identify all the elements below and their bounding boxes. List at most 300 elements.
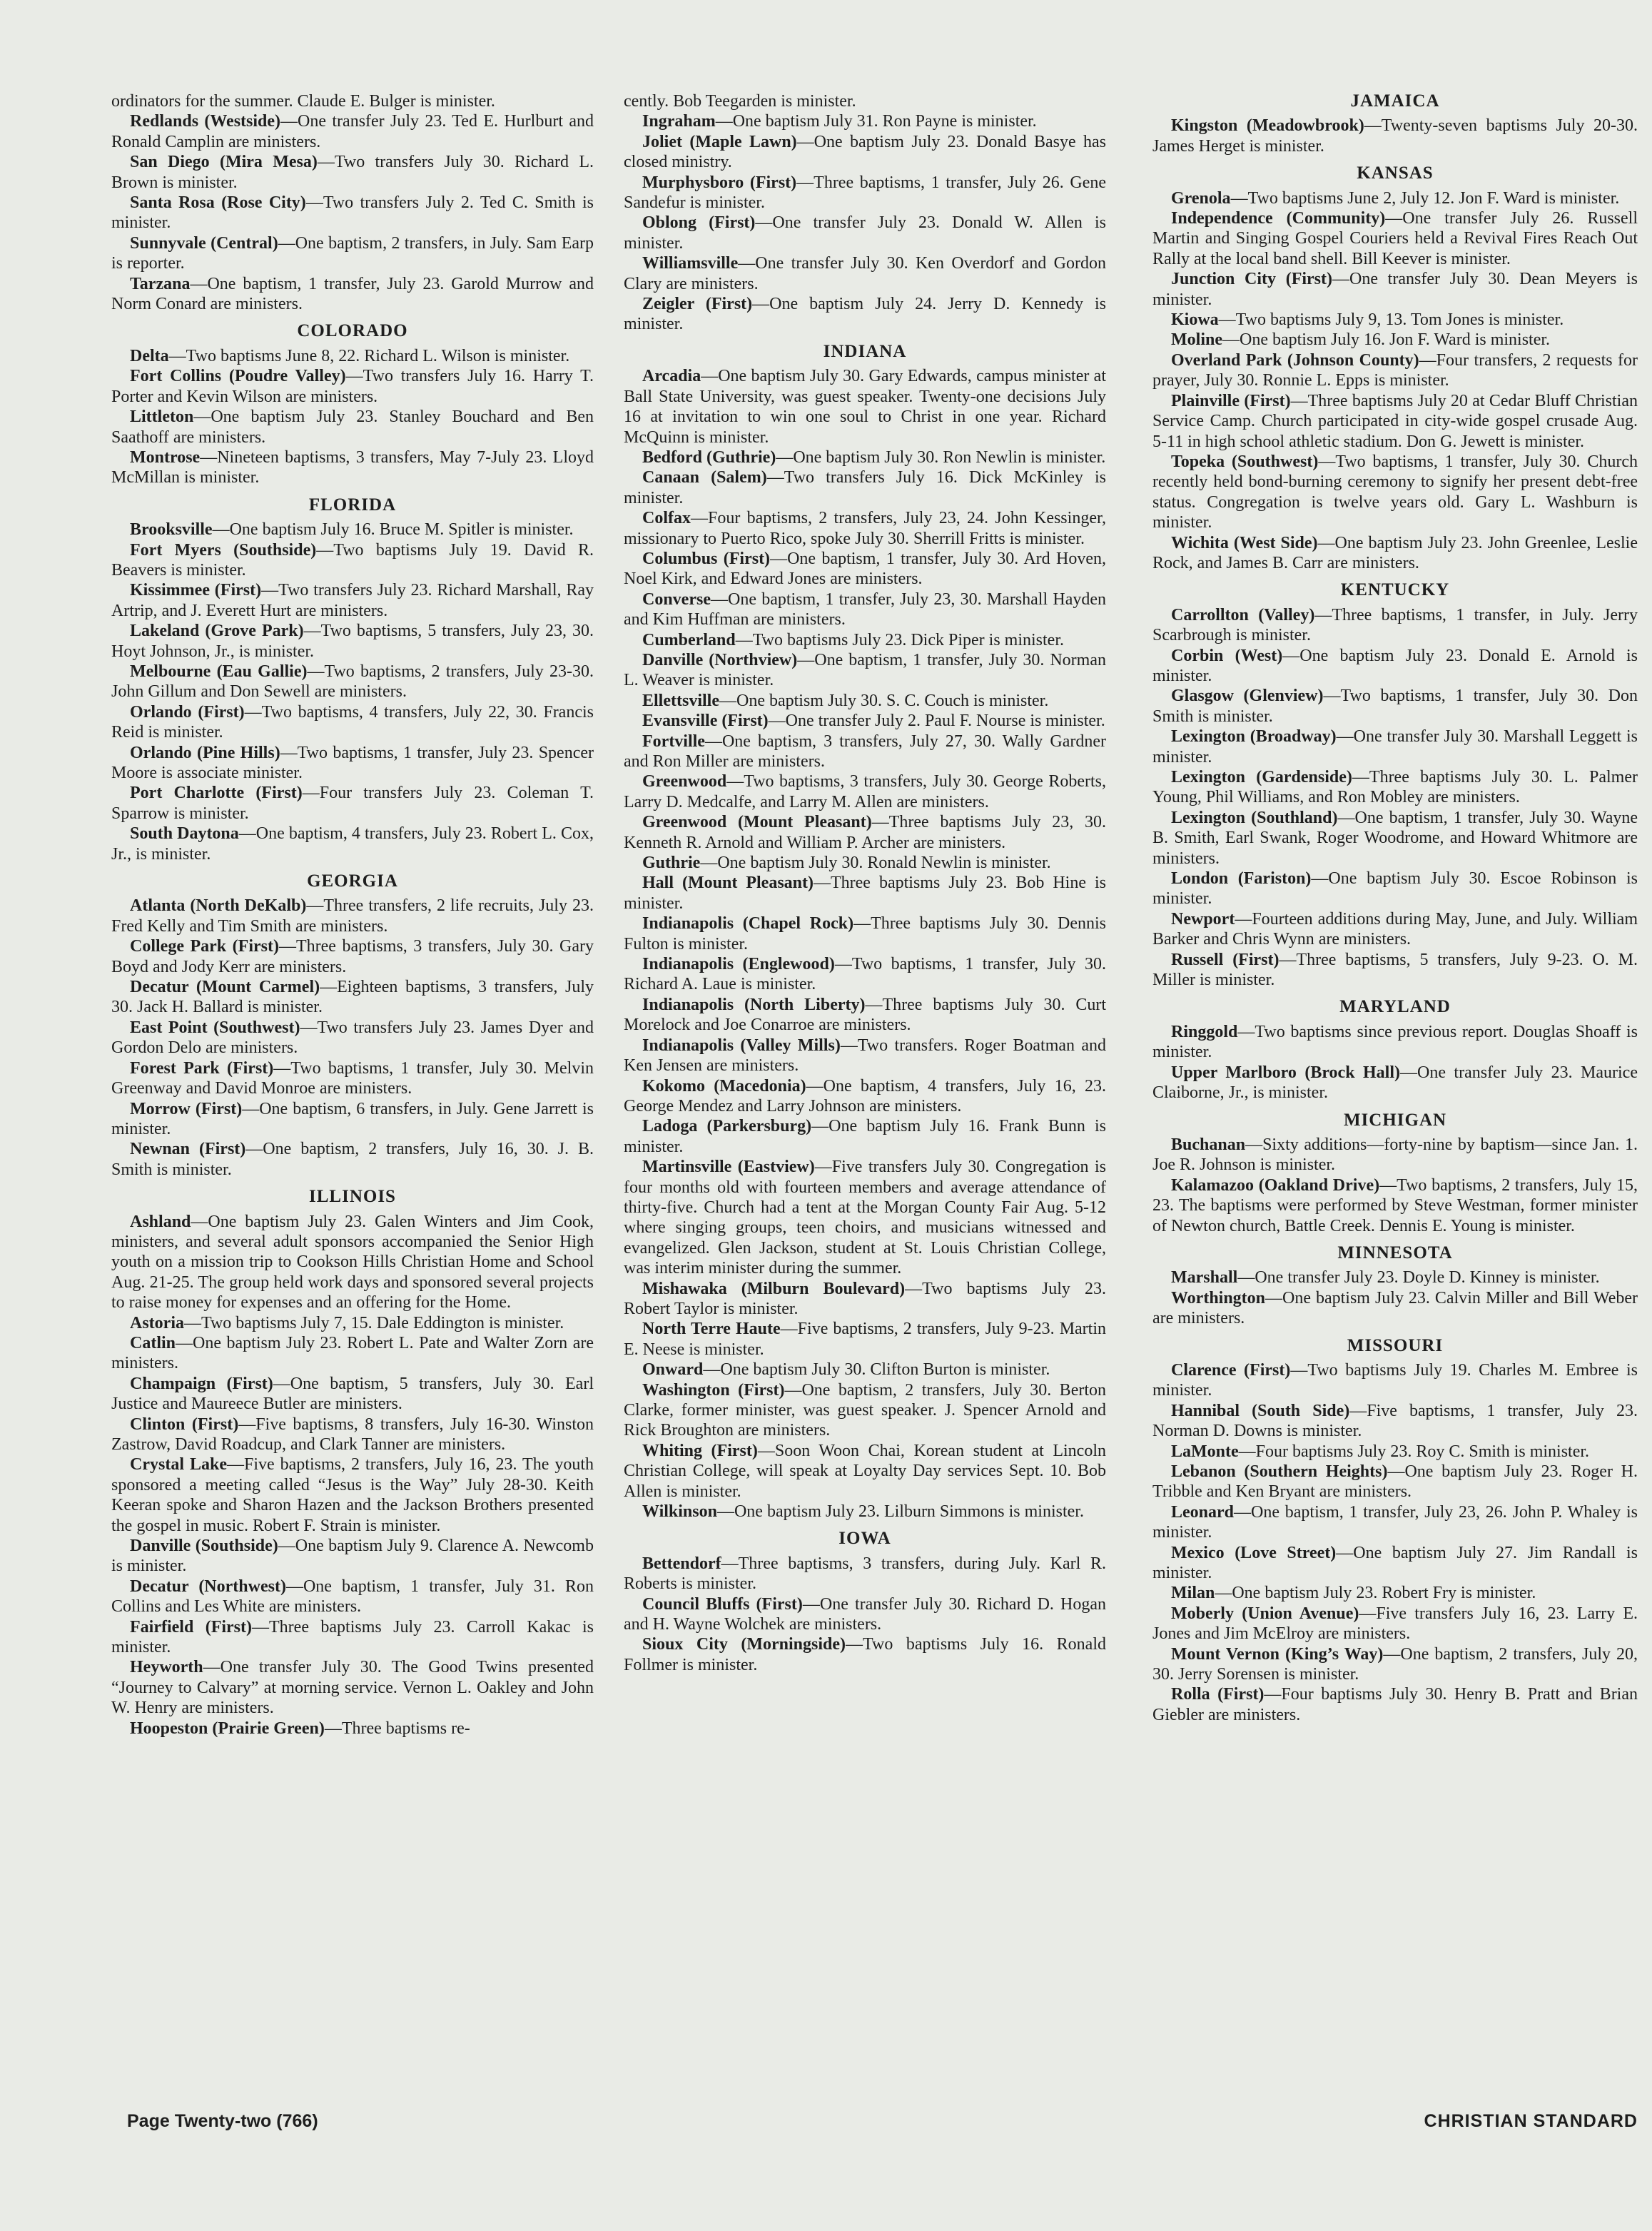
church-name: Greenwood [642, 772, 727, 791]
church-report [111, 580, 594, 621]
church-name: Russell (First) [1171, 950, 1279, 969]
church-report [1152, 1442, 1638, 1462]
church-report [624, 853, 1106, 873]
report-text: —One baptism, 1 transfer, July 30. Ard Hoven, Noel Kirk, and Edward Jones are ministers. [624, 549, 1107, 589]
report-text: —Three baptisms, 3 transfers, during July. Karl R. Roberts is minister. [624, 1554, 1106, 1594]
report-text: —Two baptisms, 1 transfer, July 30. Don Smith is minister. [1152, 687, 1638, 726]
church-report [624, 366, 1106, 447]
report-text: —One baptism July 30. Ron Newlin is minister. [776, 447, 1106, 467]
church-report [111, 743, 594, 784]
report-text: —One transfer July 30. Dean Meyers is minister. [1152, 270, 1638, 309]
report-text: —Eighteen baptisms, 3 transfers, July 30. Jack H. Ballard is minister. [111, 978, 594, 1017]
church-report [624, 173, 1106, 213]
report-text: —Three baptisms July 30. L. Palmer Young, Phil Williams, and Ron Mobley are ministers. [1152, 768, 1638, 807]
report-text: —One baptism July 23. Donald Basye has closed ministry. [624, 132, 1106, 172]
church-name: Converse [642, 590, 711, 609]
report-text: —One baptism July 24. Jerry D. Kennedy is minister. [624, 295, 1106, 334]
state-heading: GEORGIA [307, 871, 398, 891]
report-text: —Two transfers July 2. Ted C. Smith is minister. [111, 193, 594, 233]
church-name: Lexington (Broadway) [1171, 727, 1337, 747]
church-report [111, 824, 594, 864]
church-name: Lexington (Southland) [1171, 808, 1338, 827]
church-name: Greenwood (Mount Pleasant) [642, 813, 872, 832]
church-report [1152, 208, 1638, 269]
church-report [624, 995, 1106, 1036]
church-name: Zeigler (First) [642, 295, 753, 314]
church-name: Evansville (First) [642, 712, 769, 731]
church-name: Wilkinson [642, 1502, 717, 1522]
church-report [111, 936, 594, 977]
church-report [624, 1360, 1106, 1380]
church-name: Hannibal (South Side) [1171, 1401, 1350, 1420]
church-name: Atlanta (North DeKalb) [130, 896, 307, 916]
church-report [1152, 269, 1638, 310]
church-report [624, 914, 1106, 954]
church-report [624, 132, 1106, 173]
church-name: Kokomo (Macedonia) [642, 1076, 806, 1096]
church-name: Grenola [1171, 188, 1231, 208]
church-report [624, 111, 1106, 131]
church-report [624, 1554, 1106, 1594]
church-name: Council Bluffs (First) [642, 1594, 803, 1614]
church-name: North Terre Haute [642, 1320, 781, 1339]
church-name: Littleton [130, 408, 194, 427]
report-text: —Four transfers July 23. Coleman T. Sparrow is minister. [111, 784, 594, 823]
church-name: Orlando (Pine Hills) [130, 743, 280, 762]
church-name: Rolla (First) [1171, 1685, 1265, 1704]
church-report [1152, 1644, 1638, 1685]
church-report [111, 1018, 594, 1058]
church-name: London (Fariston) [1171, 869, 1312, 889]
church-name: Kingston (Meadowbrook) [1171, 116, 1364, 136]
report-text: —One baptism July 23. Lilburn Simmons is minister. [716, 1502, 1084, 1522]
church-name: Newnan (First) [130, 1140, 246, 1159]
report-text: —One baptism July 30. Ronald Newlin is minister. [700, 854, 1051, 873]
report-text: —Soon Woon Chai, Korean student at Lincoln Christian College, will speak at Loyalty Day services Sept. 10. Bob Allen is minister. [624, 1441, 1106, 1501]
church-report [111, 1058, 594, 1099]
report-text: —One baptism, 1 transfer, July 31. Ron Collins and Les White are ministers. [111, 1577, 594, 1617]
church-report [1152, 1063, 1638, 1103]
church-report [1152, 1604, 1638, 1644]
church-name: Topeka (Southwest) [1171, 452, 1319, 471]
report-text: —One baptism July 23. Galen Winters and Jim Cook, ministers, and several adult sponsors accompanied the Senior High youth on a mission trip to Cookson Hills Christian Home and School Aug. 21-25. The group held work days and sponsored several projects to raise money for expenses and an offering for the Home. [111, 1212, 594, 1312]
church-report [1152, 1268, 1638, 1287]
report-text: —Two baptisms June 8, 22. Richard L. Wilson is minister. [168, 346, 570, 365]
church-report [1152, 330, 1638, 350]
church-name: Upper Marlboro (Brock Hall) [1171, 1063, 1400, 1082]
report-text: —One baptism July 9. Clarence A. Newcomb is minister. [111, 1537, 594, 1576]
report-text: —One baptism, 2 transfers, July 30. Berton Clarke, former minister, was guest speaker. J. Spencer Arnold and Rick Broughton are ministers. [624, 1380, 1107, 1440]
church-report [111, 366, 594, 407]
church-name: Decatur (Northwest) [130, 1577, 286, 1596]
church-name: Lebanon (Southern Heights) [1171, 1462, 1388, 1481]
report-text: —Three baptisms July 23. Carroll Kakac is minister. [111, 1617, 594, 1657]
church-name: Mexico (Love Street) [1171, 1543, 1337, 1562]
state-heading: MISSOURI [1347, 1335, 1444, 1355]
church-name: South Daytona [130, 824, 239, 844]
church-report [111, 1577, 594, 1617]
church-name: Catlin [130, 1333, 176, 1352]
church-report [624, 732, 1106, 772]
church-report [624, 253, 1106, 294]
report-text: —Two baptisms, 4 transfers, July 22, 30. Francis Reid is minister. [111, 702, 594, 742]
report-text: —One baptism, 1 transfer, July 23. Garold Murrow and Norm Conard are ministers. [111, 274, 594, 314]
report-text: —One baptism July 23. Robert Fry is minister. [1215, 1584, 1536, 1603]
church-name: Junction City (First) [1171, 270, 1333, 289]
church-report [624, 213, 1106, 253]
church-report [624, 1036, 1106, 1076]
report-text: —Three baptisms, 1 transfer, July 26. Gene Sandefur is minister. [624, 173, 1106, 213]
report-text: —Five transfers July 30. Congregation is four months old with fourteen members and average attendance of thirty-five. Church had a tent at the Morgan County Fair Aug. 5-12 where singing groups, teen choirs, and musicians witnessed and evangelized. Glen Jackson, student at St. Louis Christian College, was interim minister during the summer. [624, 1158, 1106, 1278]
church-name: Tarzana [130, 274, 191, 293]
church-name: Joliet (Maple Lawn) [642, 132, 797, 151]
church-report [1152, 767, 1638, 808]
church-report [1152, 808, 1638, 869]
church-report [1152, 909, 1638, 950]
church-name: Ringgold [1171, 1022, 1238, 1041]
church-name: Oblong (First) [642, 213, 756, 233]
church-report [624, 91, 1106, 111]
church-name: Montrose [130, 447, 201, 467]
church-name: Indianapolis (Chapel Rock) [642, 914, 854, 934]
state-heading: MINNESOTA [1337, 1243, 1453, 1263]
church-name: San Diego (Mira Mesa) [130, 153, 318, 172]
church-report [111, 783, 594, 824]
church-name: Carrollton (Valley) [1171, 605, 1315, 624]
church-name: Delta [130, 346, 169, 365]
church-name: Ingraham [642, 112, 716, 131]
church-name: Buchanan [1171, 1135, 1246, 1154]
church-name: Santa Rosa (Rose City) [130, 193, 306, 213]
church-report [111, 346, 594, 366]
church-name: Moline [1171, 330, 1222, 350]
church-report [111, 1374, 594, 1415]
report-text: —Three transfers, 2 life recruits, July 23. Fred Kelly and Tim Smith are ministers. [111, 896, 594, 936]
report-text: —Two baptisms July 23. Robert Taylor is minister. [624, 1279, 1106, 1318]
report-text: —One baptism July 16. Jon F. Ward is minister. [1222, 330, 1551, 350]
church-name: Indianapolis (Valley Mills) [642, 1036, 841, 1055]
report-text: —One baptism July 23. Calvin Miller and Bill Weber are ministers. [1152, 1288, 1638, 1328]
church-report [1152, 1583, 1638, 1603]
report-text: —One baptism, 2 transfers, July 20, 30. Jerry Sorensen is minister. [1152, 1644, 1638, 1684]
church-report [1152, 1462, 1638, 1502]
church-name: Glasgow (Glenview) [1171, 687, 1324, 706]
church-name: Wichita (West Side) [1171, 533, 1318, 552]
report-text: —Two transfers. Roger Boatman and Ken Jensen are ministers. [624, 1036, 1106, 1076]
church-name: Marshall [1171, 1268, 1238, 1287]
report-text: —One transfer July 30. Ken Overdorf and Gordon Clary are ministers. [624, 254, 1106, 293]
church-report [624, 772, 1106, 812]
report-text: —Three baptisms July 20 at Cedar Bluff Christian Service Camp. Church participated in city-wide gospel crusade Aug. 5-11 in high school athletic stadium. Don G. Jewett is minister. [1152, 391, 1638, 451]
church-report [624, 1634, 1106, 1675]
report-text: —Three baptisms re- [324, 1719, 470, 1738]
report-text: —One baptism, 3 transfers, July 27, 30. Wally Gardner and Ron Miller are ministers. [624, 732, 1106, 771]
report-text: —Three baptisms July 30. Curt Morelock and Joe Conarroe are ministers. [624, 995, 1107, 1035]
report-text: —One baptism July 23. Roger H. Tribble and Ken Bryant are ministers. [1152, 1462, 1638, 1502]
report-text: —Two baptisms, 1 transfer, July 30. Melvin Greenway and David Monroe are ministers. [111, 1058, 594, 1098]
report-text: —Three baptisms, 3 transfers, July 30. Gary Boyd and Jody Kerr are ministers. [111, 937, 594, 976]
report-text: —One transfer July 26. Russell Martin and Singing Gospel Couriers held a Revival Fires Reach Out Rally at the local band shell. Bill Keever is minister. [1152, 209, 1638, 268]
church-report [111, 274, 594, 315]
church-report [624, 1594, 1106, 1635]
church-name: Plainville (First) [1171, 391, 1291, 410]
church-name: Milan [1171, 1584, 1215, 1603]
church-report [1152, 646, 1638, 687]
state-heading: ILLINOIS [309, 1187, 396, 1207]
church-name: Morrow (First) [130, 1099, 243, 1118]
church-name: Heyworth [130, 1658, 203, 1677]
church-name: Sunnyvale (Central) [130, 233, 278, 253]
church-report [1152, 533, 1638, 574]
church-report [624, 1116, 1106, 1157]
church-name: Lakeland (Grove Park) [130, 622, 304, 641]
column-2 [624, 91, 1106, 1675]
church-name: Astoria [130, 1313, 184, 1332]
report-text: —One baptism July 23. John Greenlee, Leslie Rock, and James B. Carr are ministers. [1152, 533, 1638, 572]
church-report [1152, 1543, 1638, 1584]
church-report [624, 1502, 1106, 1522]
report-text: —Five baptisms, 1 transfer, July 23. Norman D. Downs is minister. [1152, 1401, 1638, 1441]
report-text: —One baptism, 4 transfers, July 23. Robert L. Cox, Jr., is minister. [111, 824, 594, 864]
report-text: —One baptism, 2 transfers, July 16, 30. J. B. Smith is minister. [111, 1140, 594, 1179]
church-name: Clinton (First) [130, 1415, 239, 1434]
report-text: —Three baptisms July 23, 30. Kenneth R. Arnold and William P. Archer are ministers. [624, 813, 1106, 852]
church-name: Kiowa [1171, 310, 1219, 330]
church-report [111, 540, 594, 581]
church-report [1152, 605, 1638, 646]
report-text: —Two baptisms, 5 transfers, July 23, 30. Hoyt Johnson, Jr., is minister. [111, 622, 594, 661]
report-text: —Two baptisms, 1 transfer, July 23. Spencer Moore is associate minister. [111, 743, 594, 782]
church-report [111, 896, 594, 936]
report-text: —One baptism July 23. Donald E. Arnold is minister. [1152, 646, 1638, 685]
report-text: —Three baptisms July 23. Bob Hine is minister. [624, 874, 1106, 913]
report-text: —Two baptisms June 2, July 12. Jon F. Ward is minister. [1230, 188, 1620, 208]
church-report [111, 1657, 594, 1718]
report-text: —Four baptisms, 2 transfers, July 23, 24. John Kessinger, missionary to Puerto Rico, spoke July 30. Sherrill Fritts is minister. [624, 509, 1106, 548]
church-report [111, 193, 594, 233]
report-text: —One transfer July 30. The Good Twins presented “Journey to Calvary” at morning service. Vernon L. Oakley and John W. Henry are ministers. [111, 1658, 594, 1718]
church-name: Independence (Community) [1171, 209, 1386, 228]
report-text: —One baptism, 6 transfers, in July. Gene Jarrett is minister. [111, 1099, 594, 1138]
church-report [111, 1617, 594, 1658]
report-text: —One baptism July 23. Stanley Bouchard and Ben Saathoff are ministers. [111, 408, 594, 447]
church-name: Danville (Northview) [642, 650, 798, 669]
church-report [624, 954, 1106, 995]
church-report [111, 407, 594, 447]
church-report [624, 1076, 1106, 1117]
church-name: LaMonte [1171, 1442, 1239, 1461]
report-text: —One baptism July 16. Frank Bunn is minister. [624, 1117, 1106, 1156]
church-report [624, 1279, 1106, 1320]
report-text: cently. Bob Teegarden is minister. [624, 92, 856, 111]
church-name: Fort Myers (Southside) [130, 540, 317, 560]
church-report [1152, 452, 1638, 533]
church-name: Columbus (First) [642, 549, 771, 568]
church-name: Guthrie [642, 854, 701, 873]
report-text: —Two baptisms July 16. Ronald Follmer is minister. [624, 1635, 1106, 1674]
church-name: Crystal Lake [130, 1455, 227, 1474]
report-text: —One baptism July 23. Robert L. Pate and Walter Zorn are ministers. [111, 1333, 594, 1373]
church-report [111, 702, 594, 743]
church-name: Overland Park (Johnson County) [1171, 350, 1419, 370]
church-report [1152, 950, 1638, 991]
church-name: Mishawaka (Milburn Boulevard) [642, 1279, 906, 1298]
report-text: —Four baptisms July 23. Roy C. Smith is minister. [1238, 1442, 1590, 1461]
church-report [624, 467, 1106, 508]
church-report [1152, 1360, 1638, 1401]
church-report [624, 630, 1106, 650]
church-name: Martinsville (Eastview) [642, 1158, 815, 1177]
church-report [1152, 1135, 1638, 1175]
report-text: —Twenty-seven baptisms July 20-30. James Herget is minister. [1152, 116, 1638, 156]
church-name: Indianapolis (Englewood) [642, 955, 835, 974]
church-name: Mount Vernon (King’s Way) [1171, 1644, 1384, 1664]
church-report [1152, 1684, 1638, 1725]
report-text: —Three baptisms July 30. Dennis Fulton is minister. [624, 914, 1106, 953]
report-text: —One baptism July 30. Gary Edwards, campus minister at Ball State University, was guest speaker. Twenty-one decisions July 16 at invitation to win one soul to Christ in one year. Richard McQuinn is minister. [624, 367, 1106, 447]
report-text: —Four baptisms July 30. Henry B. Pratt and Brian Giebler are ministers. [1152, 1685, 1638, 1724]
church-report [624, 812, 1106, 853]
church-report [1152, 1175, 1638, 1236]
church-report [111, 1536, 594, 1577]
church-report [624, 1441, 1106, 1502]
report-text: —One baptism, 1 transfer, July 23, 26. John P. Whaley is minister. [1152, 1502, 1638, 1542]
state-heading: JAMAICA [1350, 91, 1440, 111]
church-name: Champaign (First) [130, 1374, 273, 1393]
state-heading: MARYLAND [1339, 997, 1451, 1017]
church-name: Melbourne (Eau Gallie) [130, 662, 308, 681]
report-text: —One baptism July 30. Escoe Robinson is minister. [1152, 869, 1638, 909]
report-text: —Sixty additions—forty-nine by baptism—since Jan. 1. Joe R. Johnson is minister. [1152, 1135, 1638, 1175]
church-report [1152, 391, 1638, 452]
report-text: —One transfer July 23. Maurice Claiborne, Jr., is minister. [1152, 1063, 1638, 1103]
church-name: Bedford (Guthrie) [642, 447, 776, 467]
church-name: Brooksville [130, 520, 213, 540]
church-report [1152, 869, 1638, 909]
church-report [111, 662, 594, 702]
report-text: —One baptism, 4 transfers, July 16, 23. George Mendez and Larry Johnson are ministers. [624, 1076, 1106, 1116]
report-text: —Two transfers July 30. Richard L. Brown is minister. [111, 153, 594, 192]
report-text: —One baptism July 30. S. C. Couch is minister. [719, 691, 1049, 710]
report-text: —Two transfers July 23. James Dyer and Gordon Delo are ministers. [111, 1018, 594, 1058]
publication-name: CHRISTIAN STANDARD [1424, 2111, 1638, 2131]
church-report [1152, 1401, 1638, 1442]
report-text: —Five baptisms, 2 transfers, July 9-23. Martin E. Neese is minister. [624, 1320, 1107, 1359]
church-name: Whiting (First) [642, 1441, 758, 1460]
church-name: College Park (First) [130, 937, 279, 956]
church-name: Corbin (West) [1171, 646, 1283, 665]
church-name: Moberly (Union Avenue) [1171, 1604, 1359, 1623]
church-name: Fairfield (First) [130, 1617, 253, 1636]
state-heading: KANSAS [1357, 163, 1434, 183]
report-text: —Two baptisms July 9, 13. Tom Jones is minister. [1218, 310, 1564, 330]
church-report [111, 621, 594, 662]
church-report [111, 111, 594, 152]
church-name: Colfax [642, 509, 691, 528]
church-name: Indianapolis (North Liberty) [642, 995, 866, 1014]
church-name: Bettendorf [642, 1554, 721, 1573]
report-text: —Two baptisms July 23. Dick Piper is minister. [735, 630, 1064, 649]
church-name: Decatur (Mount Carmel) [130, 978, 320, 997]
church-report [111, 233, 594, 274]
church-name: Murphysboro (First) [642, 173, 797, 192]
report-text: —One baptism, 1 transfer, July 30. Norman L. Weaver is minister. [624, 650, 1106, 690]
report-text: —Two transfers July 16. Harry T. Porter and Kevin Wilson are ministers. [111, 367, 594, 406]
church-report [111, 91, 594, 111]
church-report [1152, 727, 1638, 767]
church-report [111, 1455, 594, 1536]
church-name: Newport [1171, 909, 1235, 929]
report-text: —One transfer July 23. Donald W. Allen is minister. [624, 213, 1107, 253]
church-name: Cumberland [642, 630, 736, 649]
church-name: Leonard [1171, 1502, 1235, 1522]
church-report [1152, 1288, 1638, 1329]
church-name: Ladoga (Parkersburg) [642, 1117, 812, 1136]
report-text: —Fourteen additions during May, June, and July. William Barker and Chris Wynn are ministers. [1152, 909, 1638, 949]
report-text: —One baptism, 5 transfers, July 30. Earl Justice and Maureece Butler are ministers. [111, 1374, 594, 1414]
church-report [624, 873, 1106, 914]
report-text: —One transfer July 30. Marshall Leggett is minister. [1152, 727, 1638, 767]
church-name: Kalamazoo (Oakland Drive) [1171, 1175, 1380, 1195]
church-name: Hoopeston (Prairie Green) [130, 1719, 325, 1738]
church-report [111, 152, 594, 193]
report-text: —Two baptisms since previous report. Douglas Shoaff is minister. [1152, 1022, 1638, 1062]
church-name: Williamsville [642, 254, 739, 273]
report-text: —Two baptisms July 19. Charles M. Embree is minister. [1152, 1360, 1638, 1400]
report-text: —One transfer July 23. Doyle D. Kinney is minister. [1237, 1268, 1600, 1287]
church-name: Sioux City (Morningside) [642, 1635, 846, 1654]
church-name: Kissimmee (First) [130, 581, 262, 600]
report-text: —One transfer July 30. Richard D. Hogan and H. Wayne Wolchek are ministers. [624, 1594, 1106, 1634]
church-report [624, 549, 1106, 590]
church-report [624, 1380, 1106, 1441]
church-report [111, 977, 594, 1018]
report-text: —Three baptisms, 1 transfer, in July. Jerry Scarbrough is minister. [1152, 605, 1638, 645]
church-report [111, 520, 594, 540]
report-text: —Two transfers July 16. Dick McKinley is minister. [624, 468, 1106, 507]
report-text: —One transfer July 2. Paul F. Nourse is minister. [768, 712, 1105, 731]
church-name: Onward [642, 1360, 704, 1380]
church-report [1152, 188, 1638, 208]
report-text: ordinators for the summer. Claude E. Bulger is minister. [111, 92, 495, 111]
report-text: —One baptism July 16. Bruce M. Spitler is minister. [212, 520, 574, 540]
church-report [111, 1333, 594, 1374]
church-name: Redlands (Westside) [130, 112, 281, 131]
state-heading: COLORADO [297, 321, 408, 341]
church-name: Ashland [130, 1212, 191, 1231]
church-report [111, 1719, 594, 1739]
church-report [624, 590, 1106, 630]
church-name: Arcadia [642, 367, 701, 386]
church-report [1152, 686, 1638, 727]
church-name: Lexington (Gardenside) [1171, 768, 1352, 786]
church-report [111, 1099, 594, 1140]
state-heading: KENTUCKY [1340, 580, 1450, 600]
state-heading: MICHIGAN [1343, 1110, 1447, 1130]
church-name: Canaan (Salem) [642, 468, 767, 487]
report-text: —Two baptisms, 1 transfer, July 30. Richard A. Laue is minister. [624, 955, 1106, 994]
church-report [111, 1415, 594, 1455]
church-report [1152, 350, 1638, 391]
church-name: Danville (Southside) [130, 1537, 278, 1556]
report-text: —Two baptisms, 3 transfers, July 30. George Roberts, Larry D. Medcalfe, and Larry M. Allen are ministers. [624, 772, 1106, 811]
church-name: Forest Park (First) [130, 1058, 274, 1078]
report-text: —One baptism July 30. Clifton Burton is minister. [703, 1360, 1050, 1380]
state-heading: INDIANA [823, 341, 907, 361]
report-text: —Two baptisms, 2 transfers, July 15, 23. The baptisms were performed by Steve Westman, former minister of Newton church, Battle Creek. Dennis E. Young is minister. [1152, 1175, 1638, 1235]
church-name: Hall (Mount Pleasant) [642, 874, 814, 893]
church-report [111, 1139, 594, 1180]
